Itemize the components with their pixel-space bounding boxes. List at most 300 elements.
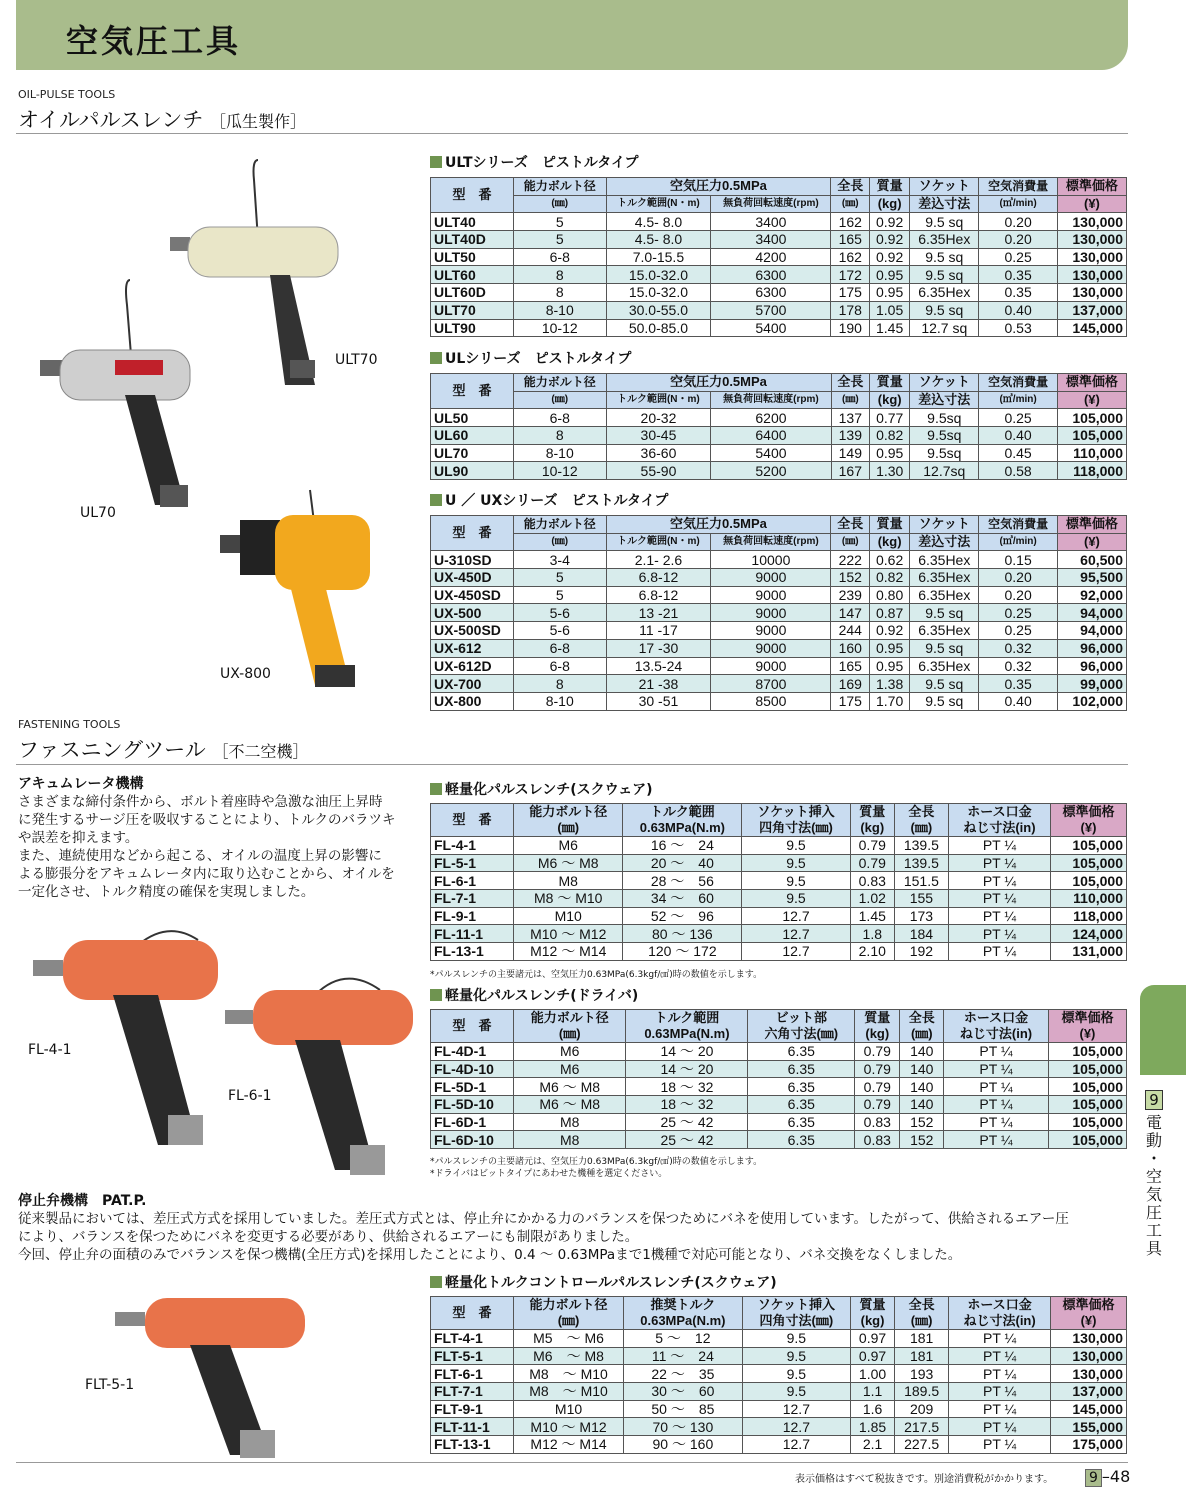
table-cell: 1.70 <box>870 692 910 710</box>
table-cell: PT ¼ <box>944 1096 1049 1114</box>
table-cell: PT ¼ <box>949 1330 1051 1348</box>
table-row <box>431 1078 1127 1096</box>
table-cell: PT ¼ <box>948 837 1050 855</box>
divider <box>16 1462 1128 1463</box>
model-cell: FL-13-1 <box>431 943 514 961</box>
ul-table-title: ULシリーズ ピストルタイプ <box>430 348 631 368</box>
price-cell: 145,000 <box>1051 1400 1127 1418</box>
price-cell: 60,500 <box>1057 551 1126 569</box>
table-row <box>431 1096 1127 1114</box>
model-cell: FL-4-1 <box>431 837 514 855</box>
ux800-label: UX-800 <box>220 666 271 682</box>
model-cell: UL70 <box>431 444 514 462</box>
price-cell: 130,000 <box>1057 266 1126 284</box>
table-cell: 217.5 <box>895 1418 949 1436</box>
model-cell: ULT50 <box>431 248 514 266</box>
table-cell: 16 ～ 24 <box>623 837 742 855</box>
table-cell: 18 ～ 32 <box>626 1078 748 1096</box>
table-row <box>431 1400 1127 1418</box>
table-cell: 0.97 <box>851 1347 895 1365</box>
footer-note: 表示価格はすべて税抜きです。別途消費税がかかります。 <box>795 1474 1054 1485</box>
table-cell: 1.45 <box>850 907 894 925</box>
table-cell: 5700 <box>711 301 831 319</box>
fld-note2: *ドライバはビットタイプにあわせた機種を選定ください。 <box>430 1169 668 1179</box>
price-cell: 95,500 <box>1057 569 1126 587</box>
table-cell: 15.0-32.0 <box>606 266 711 284</box>
table-cell: 0.40 <box>979 692 1057 710</box>
table-cell: 0.45 <box>979 444 1057 462</box>
table-cell: 184 <box>894 925 948 943</box>
table-cell: 70 ～ 130 <box>624 1418 743 1436</box>
table-cell: 0.95 <box>870 266 910 284</box>
accumulator-text: アキュムレータ機構 さまざまな締付条件から、ボルト着座時や急激な油圧上昇時 に発生するサージ圧を吸収することにより、トルクのバラツキ や誤差を抑えます。 また、連続使用などから起こる、オイルの温度上昇の影響に よる膨張分をアキュムレータ内に取り込むことから、オイルを 一定化させ、トルク精度の確保を実現しました。 <box>18 776 396 900</box>
model-cell: UX-450SD <box>431 586 514 604</box>
divider <box>16 133 1128 134</box>
table-cell: 30 ～ 60 <box>624 1383 743 1401</box>
table-cell: 13 -21 <box>606 604 711 622</box>
table-cell: 0.79 <box>855 1078 900 1096</box>
table-cell: 1.85 <box>851 1418 895 1436</box>
table-cell: 9000 <box>711 586 831 604</box>
table-cell: 6-8 <box>514 639 607 657</box>
table-cell: PT ¼ <box>948 907 1050 925</box>
page-header <box>16 0 1128 70</box>
price-cell: 105,000 <box>1048 1043 1126 1061</box>
table-cell: 9.5 sq <box>910 692 979 710</box>
table-cell: M10 ～ M12 <box>514 925 623 943</box>
table-row <box>431 675 1127 693</box>
table-cell: 10-12 <box>514 462 607 480</box>
table-cell: PT ¼ <box>949 1347 1051 1365</box>
table-cell: 152 <box>831 569 870 587</box>
table-cell: 1.30 <box>870 462 910 480</box>
table-cell: 0.79 <box>855 1096 900 1114</box>
model-cell: FL-9-1 <box>431 907 514 925</box>
table-cell: 0.25 <box>979 604 1057 622</box>
price-cell: 92,000 <box>1057 586 1126 604</box>
table-cell: 55-90 <box>606 462 711 480</box>
model-cell: UX-612D <box>431 657 514 675</box>
model-cell: FL-7-1 <box>431 890 514 908</box>
table-cell: PT ¼ <box>948 854 1050 872</box>
table-cell: 0.92 <box>870 622 910 640</box>
ux800-tool-image <box>215 485 375 695</box>
table-row <box>431 872 1127 890</box>
table-cell: 30 -51 <box>606 692 711 710</box>
table-cell: 52 ～ 96 <box>623 907 742 925</box>
table-cell: 0.35 <box>979 266 1057 284</box>
table-cell: 6.35Hex <box>910 657 979 675</box>
table-cell: PT ¼ <box>944 1131 1049 1149</box>
table-cell: 6.8-12 <box>606 586 711 604</box>
table-cell: 9.5 <box>742 837 850 855</box>
table-cell: 140 <box>900 1078 944 1096</box>
table-cell: 34 ～ 60 <box>623 890 742 908</box>
table-cell: 181 <box>895 1347 949 1365</box>
table-cell: M6 <box>514 1043 626 1061</box>
table-row <box>431 639 1127 657</box>
table-cell: 0.80 <box>870 586 910 604</box>
table-cell: PT ¼ <box>949 1436 1051 1454</box>
table-cell: 9.5 sq <box>910 266 979 284</box>
table-cell: 193 <box>895 1365 949 1383</box>
price-cell: 130,000 <box>1051 1347 1127 1365</box>
table-cell: M8 ～ M10 <box>514 1383 624 1401</box>
table-cell: M10 <box>514 1400 624 1418</box>
model-cell: UX-450D <box>431 569 514 587</box>
table-row <box>431 907 1127 925</box>
table-cell: M12 ～ M14 <box>514 1436 624 1454</box>
table-row <box>431 1113 1127 1131</box>
table-cell: 12.7 <box>742 1400 850 1418</box>
model-cell: U-310SD <box>431 551 514 569</box>
model-cell: FL-4D-10 <box>431 1060 514 1078</box>
table-cell: 12.7 <box>742 1418 850 1436</box>
table-row <box>431 1436 1127 1454</box>
table-cell: 189.5 <box>895 1383 949 1401</box>
table-cell: 5400 <box>711 444 831 462</box>
model-cell: FLT-4-1 <box>431 1330 514 1348</box>
table-cell: 20 ～ 40 <box>623 854 742 872</box>
table-cell: 4200 <box>711 248 831 266</box>
table-row <box>431 284 1127 302</box>
table-cell: 5 <box>514 213 607 231</box>
fl-note: *パルスレンチの主要諸元は、空気圧力0.63MPa(6.3kgf/㎠)時の数値を示します。 <box>430 970 763 980</box>
table-cell: 9.5 sq <box>910 301 979 319</box>
table-cell: 0.95 <box>870 657 910 675</box>
table-row <box>431 943 1127 961</box>
table-cell: 209 <box>895 1400 949 1418</box>
table-cell: 12.7 <box>742 925 850 943</box>
ult-table: 型 番 能力ボルト径 空気圧力0.5MPa 全長 質量 ソケット 空気消費量 標準価格 (㎜) トルク範囲(N・m) 無負荷回転速度(rpm) (㎜) (kg) 差込寸法 (㎥/min) (¥) ULT40 5 4.5- 8.0 3400 162 0.92 9.5 sq 0.20 130,000 ULT40D 5 4.5- 8.0 3400 165 0.92 6.35Hex 0.20 130,000 ULT50 6-8 7.0-15.5 4200 162 0.92 9.5 sq 0.25 130,000 ULT60 8 15.0-32.0 6300 172 0.95 9.5 sq 0.35 130,000 ULT60D 8 15.0-32.0 6300 175 0.95 6.35Hex 0.35 130,000 ULT70 8-10 30.0-55.0 5700 178 1.05 9.5 sq 0.40 137,000 ULT90 10-12 50.0-85.0 5400 190 1.45 12.7 sq 0.53 145,000 <box>430 177 1127 337</box>
model-cell: UX-700 <box>431 675 514 693</box>
table-cell: 9.5 <box>742 1347 850 1365</box>
fl61-tool-image <box>220 965 420 1180</box>
table-cell: M8 <box>514 872 623 890</box>
table-cell: 17 -30 <box>606 639 711 657</box>
table-cell: 6300 <box>711 284 831 302</box>
table-cell: 9.5 sq <box>910 604 979 622</box>
model-cell: ULT60D <box>431 284 514 302</box>
table-cell: 13.5-24 <box>606 657 711 675</box>
table-cell: M12 ～ M14 <box>514 943 623 961</box>
table-cell: 239 <box>831 586 870 604</box>
table-cell: 0.79 <box>850 837 894 855</box>
table-cell: 30-45 <box>606 427 711 445</box>
table-cell: 5 ～ 12 <box>624 1330 743 1348</box>
table-cell: 9000 <box>711 604 831 622</box>
table-cell: 169 <box>831 675 870 693</box>
table-cell: 36-60 <box>606 444 711 462</box>
table-cell: 6.35Hex <box>910 284 979 302</box>
table-cell: 0.87 <box>870 604 910 622</box>
model-cell: ULT90 <box>431 319 514 337</box>
table-cell: 7.0-15.5 <box>606 248 711 266</box>
table-cell: 162 <box>831 213 870 231</box>
table-row <box>431 890 1127 908</box>
table-cell: 0.32 <box>979 639 1057 657</box>
model-cell: FLT-7-1 <box>431 1383 514 1401</box>
table-cell: 5 <box>514 231 607 249</box>
table-cell: 5-6 <box>514 604 607 622</box>
table-row <box>431 444 1127 462</box>
table-cell: 6.35Hex <box>910 569 979 587</box>
price-cell: 105,000 <box>1048 1078 1126 1096</box>
table-cell: 9.5sq <box>910 427 979 445</box>
table-cell: 244 <box>831 622 870 640</box>
table-cell: 139.5 <box>894 837 948 855</box>
table-cell: 14 ～ 20 <box>626 1060 748 1078</box>
table-cell: 152 <box>900 1131 944 1149</box>
table-cell: 8-10 <box>514 692 607 710</box>
table-cell: 5-6 <box>514 622 607 640</box>
model-cell: FLT-9-1 <box>431 1400 514 1418</box>
table-cell: 162 <box>831 248 870 266</box>
price-cell: 118,000 <box>1057 462 1126 480</box>
table-cell: 6.35 <box>748 1060 855 1078</box>
model-cell: FL-5D-10 <box>431 1096 514 1114</box>
table-cell: 9.5 <box>742 854 850 872</box>
model-cell: ULT40D <box>431 231 514 249</box>
table-cell: 1.02 <box>850 890 894 908</box>
chapter-tab <box>1140 985 1186 1075</box>
table-cell: 3400 <box>711 231 831 249</box>
model-cell: FLT-13-1 <box>431 1436 514 1454</box>
table-cell: 1.8 <box>850 925 894 943</box>
table-cell: 0.83 <box>855 1131 900 1149</box>
price-cell: 105,000 <box>1057 409 1126 427</box>
table-cell: 8500 <box>711 692 831 710</box>
table-cell: 140 <box>900 1060 944 1078</box>
divider <box>16 764 1128 765</box>
model-cell: FL-6D-10 <box>431 1131 514 1149</box>
table-cell: PT ¼ <box>944 1043 1049 1061</box>
price-cell: 130,000 <box>1057 248 1126 266</box>
price-cell: 124,000 <box>1050 925 1126 943</box>
table-cell: M8 ～ M10 <box>514 890 623 908</box>
table-cell: 12.7sq <box>910 462 979 480</box>
section1-title: オイルパルスレンチ ［瓜生製作］ <box>18 108 307 132</box>
table-cell: 12.7 sq <box>910 319 979 337</box>
price-cell: 94,000 <box>1057 604 1126 622</box>
table-cell: 6.35Hex <box>910 622 979 640</box>
table-row <box>431 692 1127 710</box>
price-cell: 105,000 <box>1050 854 1126 872</box>
model-cell: FLT-6-1 <box>431 1365 514 1383</box>
price-cell: 130,000 <box>1057 284 1126 302</box>
table-cell: 0.58 <box>979 462 1057 480</box>
table-cell: 6.35Hex <box>910 551 979 569</box>
price-cell: 130,000 <box>1057 231 1126 249</box>
table-cell: 6.35Hex <box>910 586 979 604</box>
table-cell: PT ¼ <box>948 943 1050 961</box>
table-cell: 0.79 <box>855 1043 900 1061</box>
table-cell: 9.5 <box>742 1330 850 1348</box>
model-cell: UL90 <box>431 462 514 480</box>
table-cell: 165 <box>831 657 870 675</box>
table-row <box>431 231 1127 249</box>
model-cell: FL-11-1 <box>431 925 514 943</box>
table-cell: PT ¼ <box>949 1400 1051 1418</box>
table-cell: 0.97 <box>851 1330 895 1348</box>
table-cell: 0.92 <box>870 248 910 266</box>
price-cell: 155,000 <box>1051 1418 1127 1436</box>
table-cell: 9000 <box>711 622 831 640</box>
table-cell: 6.8-12 <box>606 569 711 587</box>
table-cell: 222 <box>831 551 870 569</box>
table-cell: 25 ～ 42 <box>626 1113 748 1131</box>
table-row <box>431 586 1127 604</box>
table-row <box>431 427 1127 445</box>
fl41-tool-image <box>28 925 228 1155</box>
table-cell: 6.35 <box>748 1113 855 1131</box>
table-row <box>431 1131 1127 1149</box>
table-cell: 9.5 sq <box>910 675 979 693</box>
table-cell: M6 ～ M8 <box>514 854 623 872</box>
table-cell: 0.79 <box>855 1060 900 1078</box>
table-cell: 6.35 <box>748 1043 855 1061</box>
table-row <box>431 319 1127 337</box>
table-cell: 9000 <box>711 569 831 587</box>
table-row <box>431 657 1127 675</box>
table-cell: 139.5 <box>894 854 948 872</box>
model-cell: UX-500SD <box>431 622 514 640</box>
table-cell: 9.5 <box>742 1383 850 1401</box>
fl-table: 型 番 能力ボルト径 (㎜) トルク範囲 0.63MPa(N.m) ソケット挿入 四角寸法(㎜) 質量 (kg) 全長 (㎜) ホース口金 ねじ寸法(in) 標準価格 (¥) FL-4-1 M6 16 ～ 24 9.5 0.79 139.5 PT ¼ 105,000 FL-5-1 M6 ～ M8 20 ～ 40 9.5 0.79 139.5 PT ¼ 105,000 FL-6-1 M8 28 ～ 56 9.5 0.83 151.5 PT ¼ 105,000 FL-7-1 M8 ～ M10 34 ～ 60 9.5 1.02 155 PT ¼ 110,000 FL-9-1 M10 52 ～ 96 12.7 1.45 173 PT ¼ 118,000 FL-11-1 M10 ～ M12 80 ～ 136 12.7 1.8 184 PT ¼ 124,000 FL-13-1 M12 ～ M14 120 ～ 172 12.7 2.10 192 PT ¼ 131,000 <box>430 803 1127 961</box>
table-cell: 8 <box>514 427 607 445</box>
table-cell: 9.5sq <box>910 444 979 462</box>
table-cell: 6-8 <box>514 248 607 266</box>
table-cell: 15.0-32.0 <box>606 284 711 302</box>
table-cell: 0.53 <box>979 319 1057 337</box>
table-cell: 0.35 <box>979 675 1057 693</box>
chapter-label: 9 電 動 ・ 空 気 圧 工 具 <box>1145 1091 1162 1258</box>
model-cell: FL-5D-1 <box>431 1078 514 1096</box>
table-cell: 8 <box>514 675 607 693</box>
model-cell: FLT-11-1 <box>431 1418 514 1436</box>
price-cell: 110,000 <box>1050 890 1126 908</box>
price-cell: 137,000 <box>1057 301 1126 319</box>
table-cell: 6.35 <box>748 1131 855 1149</box>
table-cell: 0.95 <box>870 444 910 462</box>
table-cell: 25 ～ 42 <box>626 1131 748 1149</box>
price-cell: 105,000 <box>1057 427 1126 445</box>
table-cell: 0.82 <box>870 569 910 587</box>
fld-table-title: 軽量化パルスレンチ(ドライバ) <box>430 985 638 1005</box>
table-row <box>431 248 1127 266</box>
table-cell: 6.35 <box>748 1096 855 1114</box>
model-cell: ULT70 <box>431 301 514 319</box>
table-cell: M8 <box>514 1131 626 1149</box>
table-cell: 140 <box>900 1043 944 1061</box>
flt-table: 型 番 能力ボルト径 (㎜) 推奨トルク 0.63MPa(N.m) ソケット挿入 四角寸法(㎜) 質量 (kg) 全長 (㎜) ホース口金 ねじ寸法(in) 標準価格 (¥) FLT-4-1 M5 ～ M6 5 ～ 12 9.5 0.97 181 PT ¼ 130,000 FLT-5-1 M6 ～ M8 11 ～ 24 9.5 0.97 181 PT ¼ 130,000 FLT-6-1 M8 ～ M10 22 ～ 35 9.5 1.00 193 PT ¼ 130,000 FLT-7-1 M8 ～ M10 30 ～ 60 9.5 1.1 189.5 PT ¼ 137,000 FLT-9-1 M10 50 ～ 85 12.7 1.6 209 PT ¼ 145,000 FLT-11-1 M10 ～ M12 70 ～ 130 12.7 1.85 217.5 PT ¼ 155,000 FLT-13-1 M12 ～ M14 90 ～ 160 12.7 2.1 227.5 PT ¼ 175,000 <box>430 1296 1127 1454</box>
table-cell: 0.25 <box>979 622 1057 640</box>
price-cell: 131,000 <box>1050 943 1126 961</box>
price-cell: 105,000 <box>1050 872 1126 890</box>
table-cell: 0.83 <box>850 872 894 890</box>
table-cell: M8 ～ M10 <box>514 1365 624 1383</box>
table-cell: 0.20 <box>979 586 1057 604</box>
table-cell: 8 <box>514 284 607 302</box>
table-cell: 20-32 <box>606 409 711 427</box>
table-cell: M6 ～ M8 <box>514 1078 626 1096</box>
model-cell: FL-4D-1 <box>431 1043 514 1061</box>
table-row <box>431 1060 1127 1078</box>
table-row <box>431 1383 1127 1401</box>
table-cell: PT ¼ <box>948 925 1050 943</box>
table-cell: PT ¼ <box>949 1365 1051 1383</box>
table-row <box>431 301 1127 319</box>
table-cell: 14 ～ 20 <box>626 1043 748 1061</box>
table-cell: 9.5sq <box>910 409 979 427</box>
table-cell: 1.45 <box>870 319 910 337</box>
model-cell: FL-5-1 <box>431 854 514 872</box>
price-cell: 137,000 <box>1051 1383 1127 1401</box>
table-cell: 1.00 <box>851 1365 895 1383</box>
table-cell: 9.5 sq <box>910 639 979 657</box>
table-row <box>431 1043 1127 1061</box>
price-cell: 130,000 <box>1057 213 1126 231</box>
table-cell: PT ¼ <box>944 1113 1049 1131</box>
fld-table: 型 番 能力ボルト径 (㎜) トルク範囲 0.63MPa(N.m) ビット部 六角寸法(㎜) 質量 (kg) 全長 (㎜) ホース口金 ねじ寸法(in) 標準価格 (¥) FL-4D-1 M6 14 ～ 20 6.35 0.79 140 PT ¼ 105,000 FL-4D-10 M6 14 ～ 20 6.35 0.79 140 PT ¼ 105,000 FL-5D-1 M6 ～ M8 18 ～ 32 6.35 0.79 140 PT ¼ 105,000 FL-5D-10 M6 ～ M8 18 ～ 32 6.35 0.79 140 PT ¼ 105,000 FL-6D-1 M8 25 ～ 42 6.35 0.83 152 PT ¼ 105,000 FL-6D-10 M8 25 ～ 42 6.35 0.83 152 PT ¼ 105,000 <box>430 1009 1127 1149</box>
model-cell: UX-612 <box>431 639 514 657</box>
model-cell: ULT40 <box>431 213 514 231</box>
table-cell: 5 <box>514 569 607 587</box>
price-cell: 130,000 <box>1051 1330 1127 1348</box>
valve-text: 停止弁機構 PAT.P. 従来製品においては、差圧式方式を採用していました。差圧式方式とは、停止弁にかかる力のバランスを保つためにバネを使用しています。したがって、供給されるエアー圧 により、バランスを保つためにバネを変更する必要があり、供給されるエアーにも制限がありました。 今回、停止弁の面積のみでバランスを保つ機構(全圧方式)を採用したことにより、0.4 ～ 0.63MPaまで1機種で対応可能となり、バネ交換をなくしました。 <box>18 1193 1069 1263</box>
table-cell: 0.25 <box>979 409 1057 427</box>
price-cell: 105,000 <box>1048 1113 1126 1131</box>
price-cell: 99,000 <box>1057 675 1126 693</box>
table-cell: 0.83 <box>855 1113 900 1131</box>
table-row <box>431 1418 1127 1436</box>
table-cell: 0.40 <box>979 301 1057 319</box>
table-row <box>431 213 1127 231</box>
ul70-label: UL70 <box>80 505 116 521</box>
table-cell: 5200 <box>711 462 831 480</box>
fld-note1: *パルスレンチの主要諸元は、空気圧力0.63MPa(6.3kgf/㎠)時の数値を示します。 <box>430 1157 763 1167</box>
price-cell: 105,000 <box>1048 1060 1126 1078</box>
table-cell: 0.92 <box>870 213 910 231</box>
ul70-tool-image <box>35 275 205 515</box>
table-cell: 21 -38 <box>606 675 711 693</box>
table-cell: 165 <box>831 231 870 249</box>
table-cell: 0.95 <box>870 284 910 302</box>
table-cell: PT ¼ <box>948 890 1050 908</box>
table-cell: 9.5 <box>742 890 850 908</box>
table-cell: 137 <box>831 409 870 427</box>
ux-table-title: U ／ UXシリーズ ピストルタイプ <box>430 490 668 510</box>
table-cell: M10 ～ M12 <box>514 1418 624 1436</box>
flt51-tool-image <box>110 1290 310 1465</box>
table-cell: 9.5 sq <box>910 213 979 231</box>
table-cell: 0.25 <box>979 248 1057 266</box>
table-cell: 12.7 <box>742 943 850 961</box>
table-cell: PT ¼ <box>948 872 1050 890</box>
table-cell: 6300 <box>711 266 831 284</box>
table-cell: 50 ～ 85 <box>624 1400 743 1418</box>
table-cell: 155 <box>894 890 948 908</box>
price-cell: 145,000 <box>1057 319 1126 337</box>
fl-table-title: 軽量化パルスレンチ(スクウェア) <box>430 779 652 799</box>
table-cell: M5 ～ M6 <box>514 1330 624 1348</box>
table-cell: M10 <box>514 907 623 925</box>
table-cell: 22 ～ 35 <box>624 1365 743 1383</box>
table-cell: 8 <box>514 266 607 284</box>
table-cell: 173 <box>894 907 948 925</box>
table-cell: 152 <box>900 1113 944 1131</box>
table-cell: M6 ～ M8 <box>514 1347 624 1365</box>
